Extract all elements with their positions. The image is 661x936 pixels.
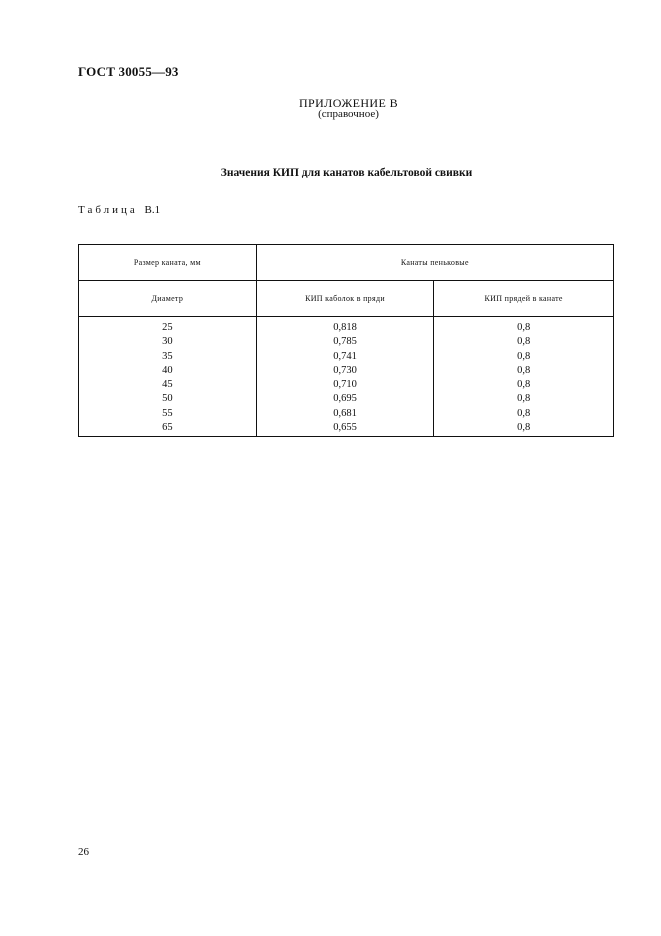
table-row [79, 317, 614, 336]
cell-kip-pryadey: 0,8 [434, 350, 614, 364]
cell-kip-kabolok: 0,741 [256, 350, 434, 364]
table-caption-word: Таблица [78, 204, 138, 216]
cell-kip-kabolok: 0,710 [256, 378, 434, 392]
table-row [79, 350, 614, 364]
cell-kip-kabolok: 0,655 [256, 421, 434, 437]
section-heading: Значения КИП для канатов кабельтовой свивки [220, 167, 473, 179]
cell-diameter: 50 [79, 392, 257, 406]
table-row [79, 364, 614, 378]
table-row [79, 407, 614, 421]
table-row [79, 378, 614, 392]
kip-table [78, 244, 614, 437]
cell-kip-kabolok: 0,681 [256, 407, 434, 421]
table-subheader-row [79, 281, 614, 317]
cell-kip-kabolok: 0,818 [256, 317, 434, 336]
cell-kip-pryadey: 0,8 [434, 335, 614, 349]
cell-kip-pryadey: 0,8 [434, 378, 614, 392]
cell-diameter: 30 [79, 335, 257, 349]
table-row [79, 335, 614, 349]
header-kip-kabolok: КИП каболок в пряди [256, 281, 434, 317]
cell-kip-kabolok: 0,730 [256, 364, 434, 378]
cell-kip-kabolok: 0,785 [256, 335, 434, 349]
table-header-row [79, 245, 614, 281]
table-row [79, 421, 614, 437]
cell-diameter: 25 [79, 317, 257, 336]
cell-kip-pryadey: 0,8 [434, 392, 614, 406]
header-kip-pryadey: КИП прядей в канате [434, 281, 614, 317]
table-caption-number: В.1 [144, 204, 161, 216]
cell-kip-pryadey: 0,8 [434, 317, 614, 336]
cell-diameter: 35 [79, 350, 257, 364]
header-hemp-ropes: Канаты пеньковые [256, 245, 613, 281]
cell-kip-pryadey: 0,8 [434, 364, 614, 378]
appendix-subtitle: (справочное) [318, 108, 379, 120]
cell-diameter: 45 [79, 378, 257, 392]
cell-kip-kabolok: 0,695 [256, 392, 434, 406]
cell-kip-pryadey: 0,8 [434, 421, 614, 437]
document-code: ГОСТ 30055—93 [78, 64, 179, 79]
cell-kip-pryadey: 0,8 [434, 407, 614, 421]
header-diameter: Диаметр [79, 281, 257, 317]
cell-diameter: 65 [79, 421, 257, 437]
cell-diameter: 40 [79, 364, 257, 378]
header-rope-size: Размер каната, мм [79, 245, 257, 281]
table-row [79, 392, 614, 406]
appendix-title: ПРИЛОЖЕНИЕ В [298, 96, 399, 110]
table-caption [78, 204, 160, 216]
page-number: 26 [78, 846, 89, 858]
cell-diameter: 55 [79, 407, 257, 421]
